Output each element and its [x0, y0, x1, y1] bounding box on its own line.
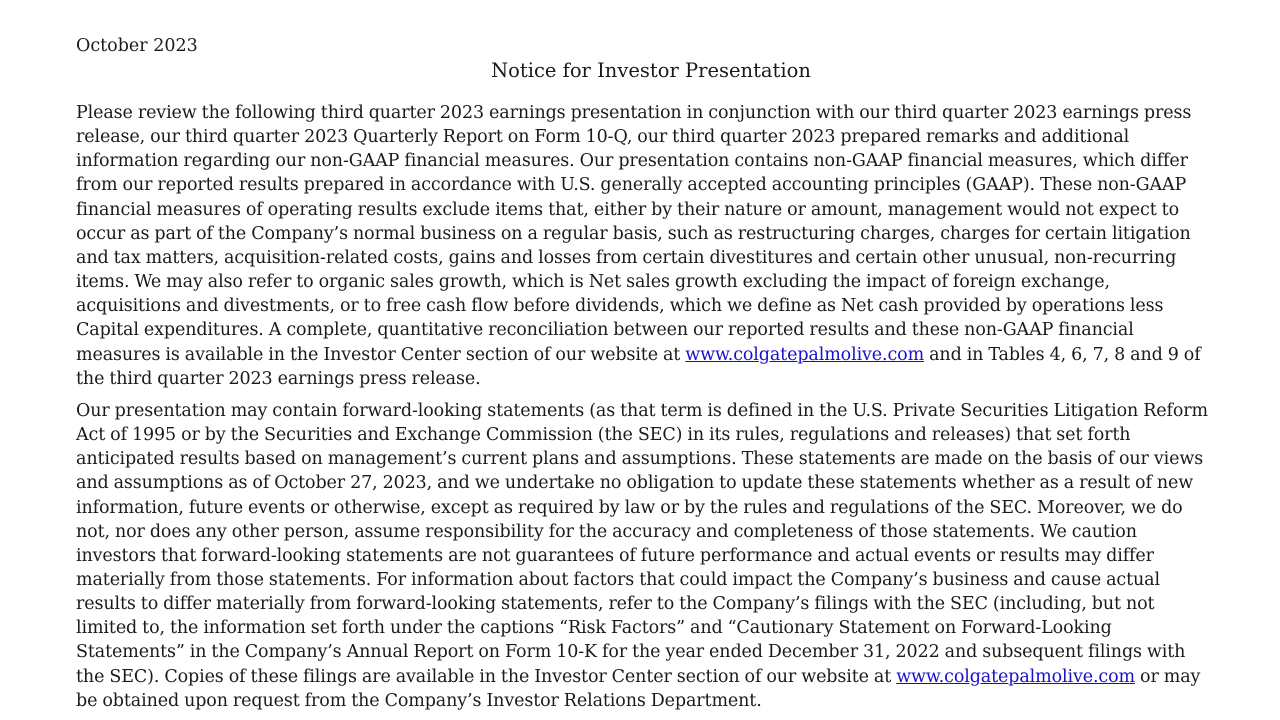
notice-document: [76, 34, 1216, 713]
document-date: October 2023: [76, 36, 198, 56]
website-link[interactable]: www.colgatepalmolive.com: [685, 344, 925, 365]
forward-looking-paragraph-text: Our presentation may contain forward-looking statements (as that term is defined in the U.S. Private Securities Litigation Reform Act of 1995 or by the Securities and Exchange Commission (the SEC) in its rules, regulations and releases) that set forth anticipated results based on management’s current plans and assumptions. These statements are made on the basis of our views and assumptions as of October 27, 2023, and we undertake no obligation to update these statements whether as a result of new information, future events or otherwise, except as required by law or by the rules and regulations of the SEC. Moreover, we do not, nor does any other person, assume responsibility for the accuracy and completeness of those statements. We caution investors that forward-looking statements are not guarantees of future performance and actual events or results may differ materially from those statements. For information about factors that could impact the Company’s business and cause actual results to differ materially from forward-looking statements, refer to the Company’s filings with the SEC (including, but not limited to, the information set forth under the captions “Risk Factors” and “Cautionary Statement on Forward-Looking Statements” in the Company’s Annual Report on Form 10-K for the year ended December 31, 2022 and subsequent filings with the SEC). Copies of these filings are available in the Investor Center section of our website at: [76, 400, 1209, 687]
page-title: Notice for Investor Presentation: [491, 59, 811, 82]
non-gaap-paragraph: [76, 101, 1216, 391]
forward-looking-paragraph-text-end: or may be obtained upon request from the Company’s Investor Relations Department.: [76, 666, 1201, 711]
forward-looking-paragraph: [76, 399, 1216, 713]
website-link[interactable]: www.colgatepalmolive.com: [896, 666, 1135, 687]
non-gaap-paragraph-text-end: and in Tables 4, 6, 7, 8 and 9 of the third quarter 2023 earnings press release.: [76, 344, 1201, 389]
non-gaap-paragraph-text: Please review the following third quarter 2023 earnings presentation in conjunction with our third quarter 2023 earnings press release, our third quarter 2023 Quarterly Report on Form 10-Q, our third quarter 2023 prepared remarks and additional information regarding our non-GAAP financial measures. Our presentation contains non-GAAP financial measures, which differ from our reported results prepared in accordance with U.S. generally accepted accounting principles (GAAP). These non-GAAP financial measures of operating results exclude items that, either by their nature or amount, management would not expect to occur as part of the Company’s normal business on a regular basis, such as restructuring charges, charges for certain litigation and tax matters, acquisition-related costs, gains and losses from certain divestitures and certain other unusual, non-recurring items. We may also refer to organic sales growth, which is Net sales growth excluding the impact of foreign exchange, acquisitions and divestments, or to free cash flow before dividends, which we define as Net cash provided by operations less Capital expenditures. A complete, quantitative reconciliation between our reported results and these non-GAAP financial measures is available in the Investor Center section of our website at: [76, 103, 1192, 365]
